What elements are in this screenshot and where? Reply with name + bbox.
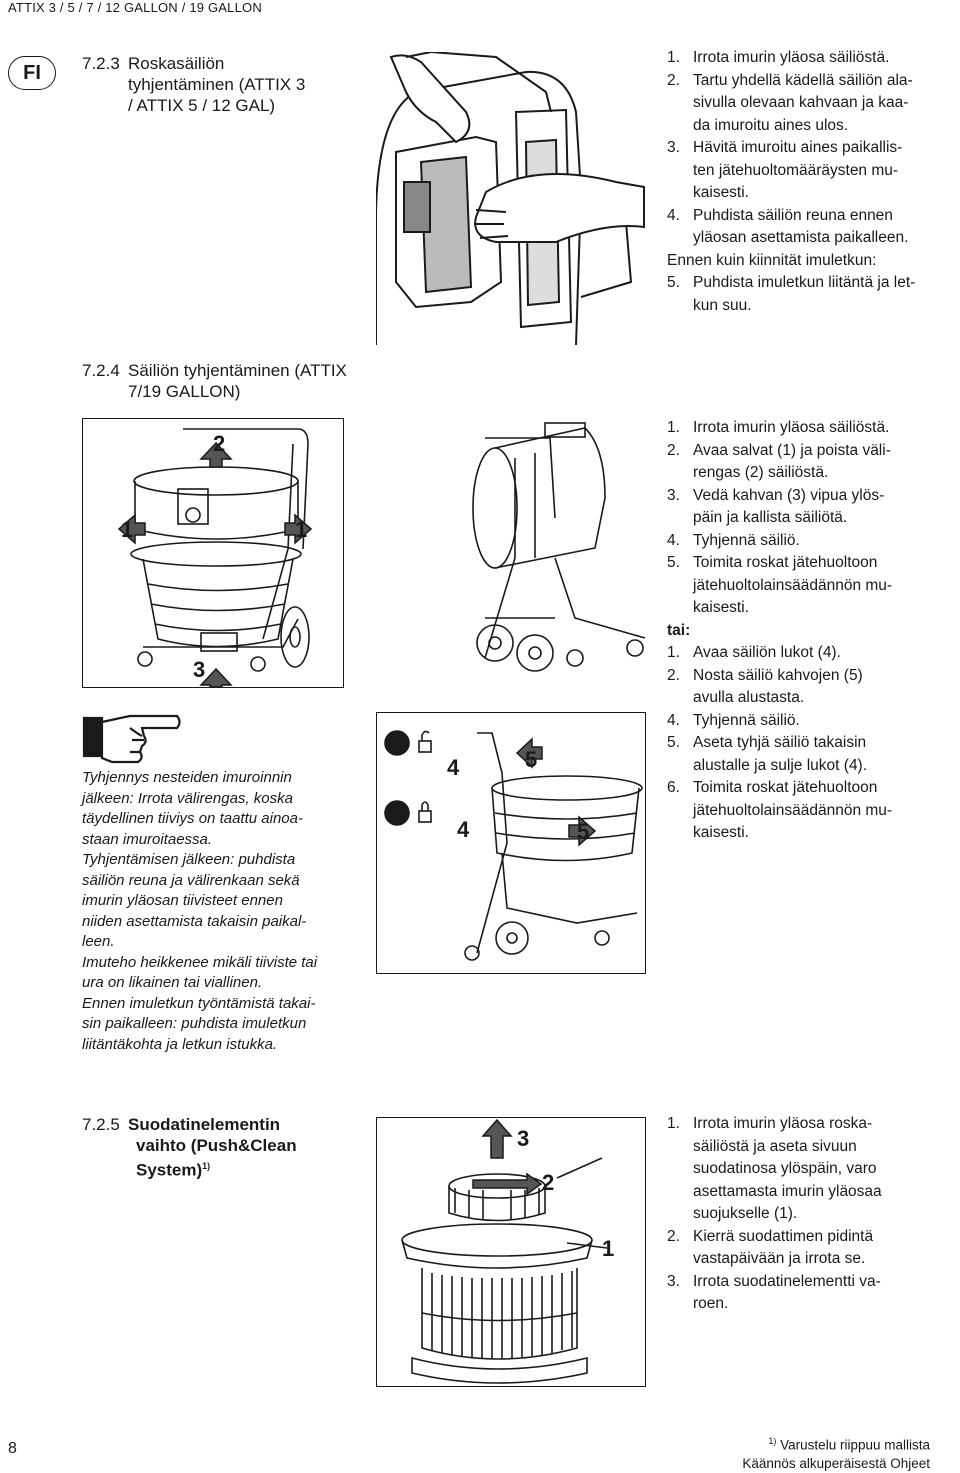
list-item: jätehuoltolainsäädännön mu- — [693, 576, 893, 594]
list-item: 4. Puhdista säiliön reuna ennen — [667, 206, 893, 224]
figure-vacuum-latches — [82, 418, 344, 688]
list-item: 5. Toimita roskat jätehuoltoon — [667, 554, 878, 571]
section-723-number: 7.2.3 — [82, 54, 120, 73]
figure-vacuum-locks — [376, 712, 646, 974]
list-item: 6. Toimita roskat jätehuoltoon — [667, 779, 878, 796]
callout-4-bottom: 4 — [457, 817, 470, 842]
section-724-title: 7.2.4 Säiliön tyhjentäminen (ATTIX 7/19 GALLON) — [82, 361, 347, 401]
list-item: 4. Tyhjennä säiliö. — [667, 711, 800, 729]
page-number: 8 — [8, 1440, 17, 1457]
list-item: 5. Aseta tyhjä säiliö takaisin — [667, 734, 867, 751]
list-item: kun suu. — [693, 296, 752, 314]
list-item: 4. Tyhjennä säiliö. — [667, 531, 800, 549]
locks-illustration — [377, 713, 645, 973]
list-item: kaisesti. — [693, 599, 749, 616]
list-item: alustalle ja sulje lukot (4). — [693, 756, 868, 774]
section-724-step-list-a — [667, 417, 957, 845]
language-badge: FI — [8, 56, 56, 90]
figure-filter-replacement — [376, 1117, 646, 1387]
list-item: 1. Irrota imurin yläosa roska- — [667, 1115, 873, 1132]
callout-1-right: 1 — [295, 517, 308, 542]
list-item: päin ja kallista säiliötä. — [693, 509, 848, 526]
footnote-ref: 1) — [202, 1161, 211, 1171]
lock-icon — [419, 811, 431, 822]
list-item: jätehuoltolainsäädännön mu- — [693, 801, 893, 819]
pointing-hand-icon — [82, 708, 182, 766]
unlock-icon — [419, 741, 431, 752]
section-724-number: 7.2.4 — [82, 361, 120, 380]
list-item: 2. Nosta säiliö kahvojen (5) — [667, 666, 863, 684]
section-723-steps — [667, 47, 957, 317]
list-item: 3. Irrota suodatinelementti va- — [667, 1272, 881, 1290]
running-header: ATTIX 3 / 5 / 7 / 12 GALLON / 19 GALLON — [8, 0, 262, 15]
callout-1: 1 — [602, 1236, 615, 1261]
list-item: yläosan asettamista paikalleen. — [693, 229, 909, 246]
list-item: suojukselle (1). — [693, 1205, 798, 1222]
callout-2: 2 — [213, 431, 226, 456]
vacuum-cart-illustration — [83, 419, 343, 687]
section-725-steps — [667, 1113, 957, 1316]
section-724-steps-a — [667, 417, 957, 845]
section-725-step-list — [667, 1113, 957, 1316]
list-item: 1. Irrota imurin yläosa säiliöstä. — [667, 49, 890, 66]
list-item: asettamasta imurin yläosaa — [693, 1182, 882, 1200]
list-item: rengas (2) säiliöstä. — [693, 464, 829, 481]
list-item: säiliöstä ja aseta sivuun — [693, 1137, 857, 1155]
list-item: 2. Avaa salvat (1) ja poista väli- — [667, 441, 891, 459]
figure-container-emptying — [376, 52, 646, 345]
list-item: 1. Irrota imurin yläosa säiliöstä. — [667, 419, 890, 436]
list-item: avulla alustasta. — [693, 689, 805, 706]
tilted-vacuum-illustration — [455, 418, 650, 680]
footer-notes — [742, 1432, 930, 1473]
list-item: 5. Puhdista imuletkun liitäntä ja let- — [667, 274, 916, 291]
list-item: kaisesti. — [693, 184, 749, 201]
callout-5-bottom: 5 — [577, 819, 590, 844]
container-lift-illustration — [376, 52, 646, 345]
list-item: 2. Kierrä suodattimen pidintä — [667, 1227, 874, 1245]
list-item: 3. Vedä kahvan (3) vipua ylös- — [667, 486, 885, 504]
callout-2: 2 — [542, 1170, 555, 1195]
section-724-note: Tyhjennys nesteiden imuroinnin jälkeen: Irrota välirengas, koska täydellinen tiiviys on taattu ainoa- staan imuroitaessa. Tyhjentämisen jälkeen: puhdista säiliön reuna ja välirenkaan sekä imurin yläosan tiivisteet ennen niiden asettamista takaisin paikal- leen. Imuteho heikkenee mikäli tiiviste tai ura on likainen tai viallinen. Ennen imuletkun työntämistä takai- sin paikalleen: puhdista imuletkun liitäntäkohta ja letkun istukka. — [82, 769, 318, 1053]
translation-note: Käännös alkuperäisestä Ohjeet — [742, 1455, 930, 1471]
section-725-number: 7.2.5 — [82, 1115, 120, 1134]
or-label: tai: — [667, 621, 691, 639]
list-item: 2. Tartu yhdellä kädellä säiliön ala- — [667, 71, 913, 89]
section-725-title: 7.2.5 Suodatinelementin vaihto (Push&Clean System)$^{1)}$ — [82, 1115, 297, 1180]
callout-1-left: 1 — [121, 517, 134, 542]
callout-5-top: 5 — [525, 747, 538, 772]
list-item: vastapäivään ja irrota se. — [693, 1250, 866, 1267]
section-723-step-list — [667, 47, 957, 317]
section-723-title: 7.2.3 Roskasäiliön tyhjentäminen (ATTIX 3 / ATTIX 5 / 12 GAL) — [82, 54, 306, 115]
list-item: ten jätehuoltomääräysten mu- — [693, 161, 899, 179]
arrow-up-icon — [483, 1120, 511, 1158]
list-item: kaisesti. — [693, 824, 749, 841]
callout-3: 3 — [517, 1126, 530, 1151]
plain-line: Ennen kuin kiinnität imuletkun: — [667, 251, 877, 269]
list-item: 3. Hävitä imuroitu aines paikallis- — [667, 139, 903, 156]
footnote-mark: 1) — [768, 1436, 777, 1446]
list-item: roen. — [693, 1295, 729, 1312]
callout-3: 3 — [193, 657, 206, 682]
list-item: sivulla olevaan kahvaan ja kaa- — [693, 94, 909, 111]
arrow-up-icon — [201, 669, 231, 687]
callout-4-top: 4 — [447, 755, 460, 780]
list-item: da imuroitu aines ulos. — [693, 116, 849, 134]
figure-vacuum-tilted — [455, 418, 650, 680]
list-item: 1. Avaa säiliön lukot (4). — [667, 644, 841, 661]
footnote-text: Varustelu riippuu mallista — [780, 1437, 930, 1453]
list-item: suodatinosa ylöspäin, varo — [693, 1160, 877, 1177]
